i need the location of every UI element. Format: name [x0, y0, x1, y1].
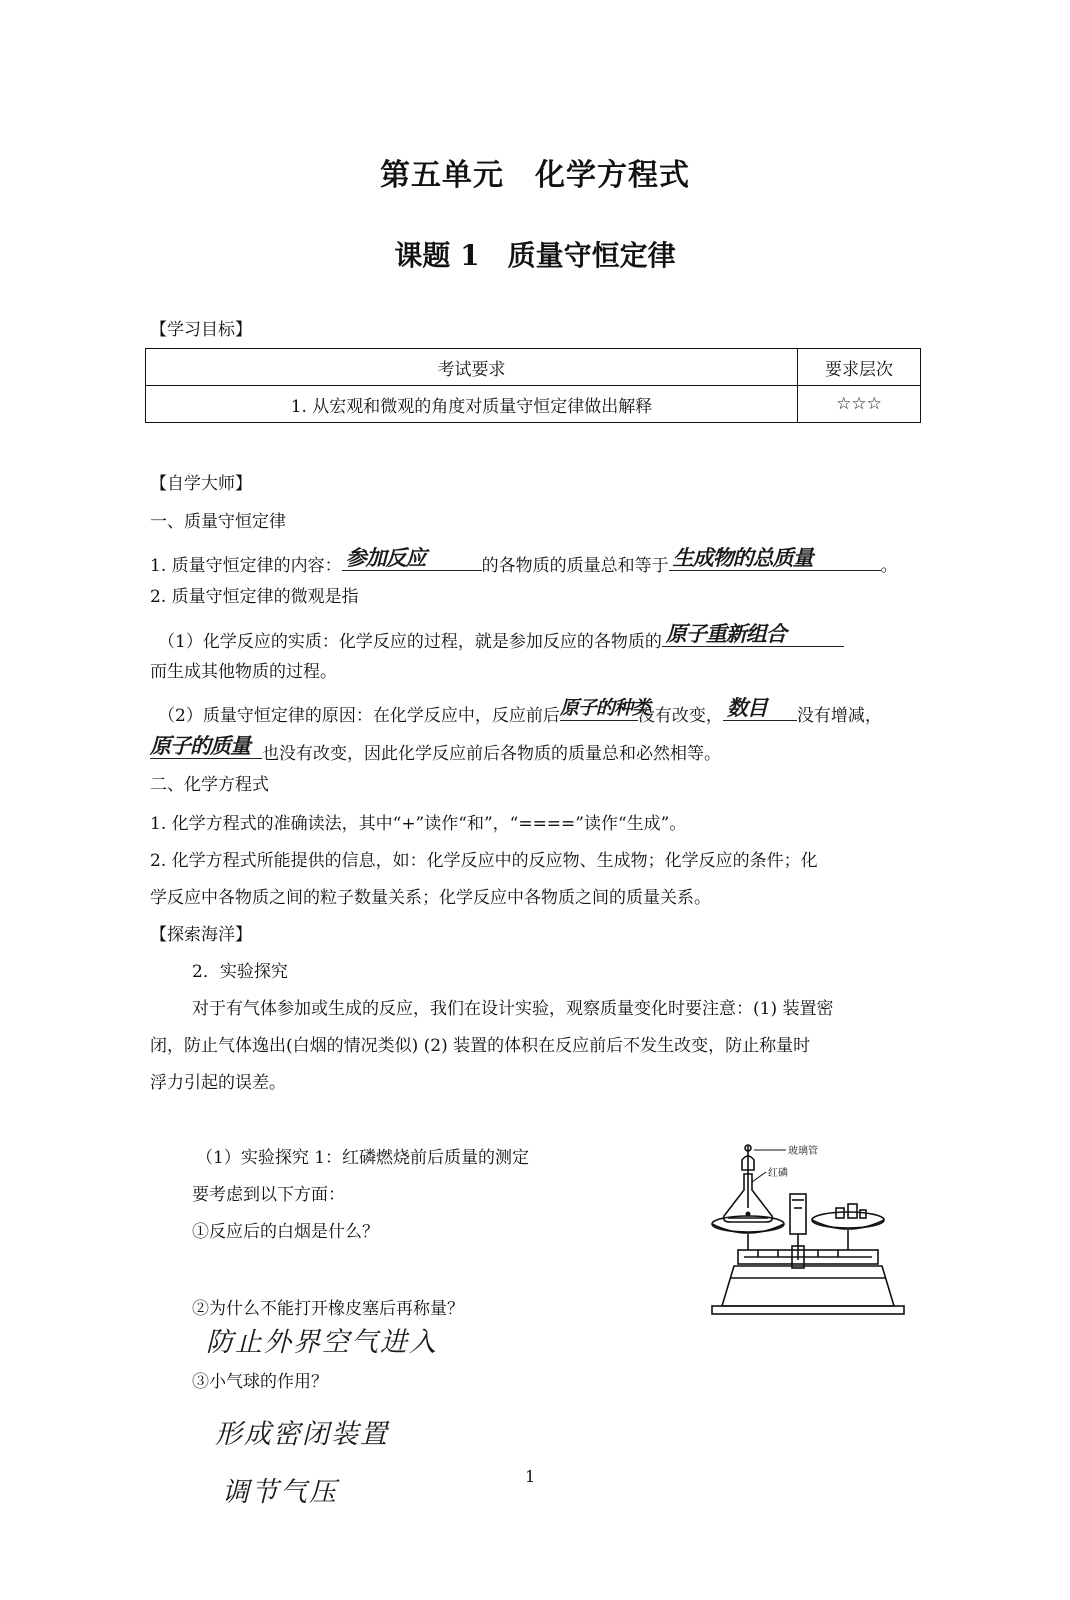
- q1-text-end: 。: [880, 556, 898, 576]
- lesson-title: 课题 1 质量守恒定律: [394, 239, 676, 272]
- q2-2-answer-1: 原子的种类: [559, 697, 650, 719]
- balance-apparatus-figure: [708, 1138, 908, 1328]
- table-row: [146, 349, 921, 386]
- goals-heading: 【学习目标】: [150, 320, 252, 340]
- page-number: 1: [525, 1467, 536, 1486]
- goals-col-level: 要求层次: [798, 349, 921, 386]
- q1-line: [150, 548, 898, 578]
- equation-info-1: 2. 化学方程式所能提供的信息，如：化学反应中的反应物、生成物；化学反应的条件；化: [150, 851, 818, 871]
- q2-1-text: （1）化学反应的实质：化学反应的过程，就是参加反应的各物质的: [158, 632, 662, 652]
- question-c-answer-2: 调节气压: [222, 1477, 338, 1508]
- equation-reading: 1. 化学方程式的准确读法，其中“+”读作“和”，“====”读作“生成”。: [150, 814, 687, 834]
- question-a: ①反应后的白烟是什么？: [192, 1222, 379, 1242]
- q2-2-text-a: （2）质量守恒定律的原因：在化学反应中，反应前后: [158, 706, 560, 726]
- figure-label-glass-tube: 玻璃管: [788, 1146, 818, 1157]
- q2-2-blank-1[interactable]: [559, 697, 650, 721]
- q2-2-text-c: 没有增减，: [796, 706, 882, 726]
- question-b-answer: 防止外界空气进入: [206, 1327, 438, 1358]
- unit-title: 第五单元 化学方程式: [380, 158, 690, 193]
- q2-2-answer-3: 原子的质量: [150, 734, 250, 758]
- section2-heading: 二、化学方程式: [150, 775, 269, 795]
- q2-2-blank-2[interactable]: [723, 698, 797, 721]
- table-row: [146, 386, 921, 423]
- experiment-para-2: 闭，防止气体逸出(白烟的情况类似) (2) 装置的体积在反应前后不发生改变，防止称量时: [150, 1036, 811, 1056]
- q1-answer-2: 生成物的总质量: [672, 546, 813, 570]
- q2-1-line-cont: 而生成其他物质的过程。: [150, 662, 337, 682]
- q1-blank-2[interactable]: [669, 548, 881, 571]
- q2-1-line: [158, 624, 844, 654]
- question-c-answer-1: 形成密闭装置: [215, 1419, 389, 1450]
- section1-heading: 一、质量守恒定律: [150, 512, 286, 532]
- q2-1-answer: 原子重新组合: [665, 622, 786, 646]
- goals-col-requirement: 考试要求: [146, 349, 798, 386]
- experiment-para-1: 对于有气体参加或生成的反应，我们在设计实验，观察质量变化时要注意：(1) 装置密: [192, 999, 834, 1019]
- equation-info-2: 学反应中各物质之间的粒子数量关系；化学反应中各物质之间的质量关系。: [150, 888, 711, 908]
- q2-2-text-d: 也没有改变，因此化学反应前后各物质的质量总和必然相等。: [262, 744, 721, 764]
- goals-row1-level: ☆☆☆: [798, 386, 921, 423]
- q2-2-text-b: 没有改变，: [637, 706, 723, 726]
- question-c: ③小气球的作用？: [192, 1372, 328, 1392]
- q1-blank-1[interactable]: [342, 548, 482, 571]
- q2-2-blank-3[interactable]: [150, 736, 262, 759]
- q2-2-line: [158, 698, 882, 728]
- goals-row1-requirement: 1. 从宏观和微观的角度对质量守恒定律做出解释: [146, 386, 798, 423]
- explore-heading: 【探索海洋】: [150, 925, 252, 945]
- experiment-subheading: 2．实验探究: [192, 962, 288, 982]
- experiment1-title: （1）实验探究 1：红磷燃烧前后质量的测定: [196, 1148, 530, 1168]
- self-study-heading: 【自学大师】: [150, 474, 252, 494]
- q1-text-a: 1. 质量守恒定律的内容：: [150, 556, 342, 576]
- q2-1-blank[interactable]: [662, 624, 844, 647]
- q2-line: 2. 质量守恒定律的微观是指: [150, 587, 359, 607]
- q2-2-answer-2: 数目: [726, 696, 767, 720]
- q1-text-b: 的各物质的质量总和等于: [481, 556, 669, 576]
- experiment-para-3: 浮力引起的误差。: [150, 1073, 286, 1093]
- question-b: ②为什么不能打开橡皮塞后再称量？: [192, 1299, 464, 1319]
- q2-2-line-cont: [150, 736, 721, 766]
- q1-answer-1: 参加反应: [345, 546, 426, 570]
- figure-label-red-phosphorus: 红磷: [768, 1168, 788, 1179]
- consider-label: 要考虑到以下方面：: [192, 1185, 345, 1205]
- goals-table: [145, 348, 921, 423]
